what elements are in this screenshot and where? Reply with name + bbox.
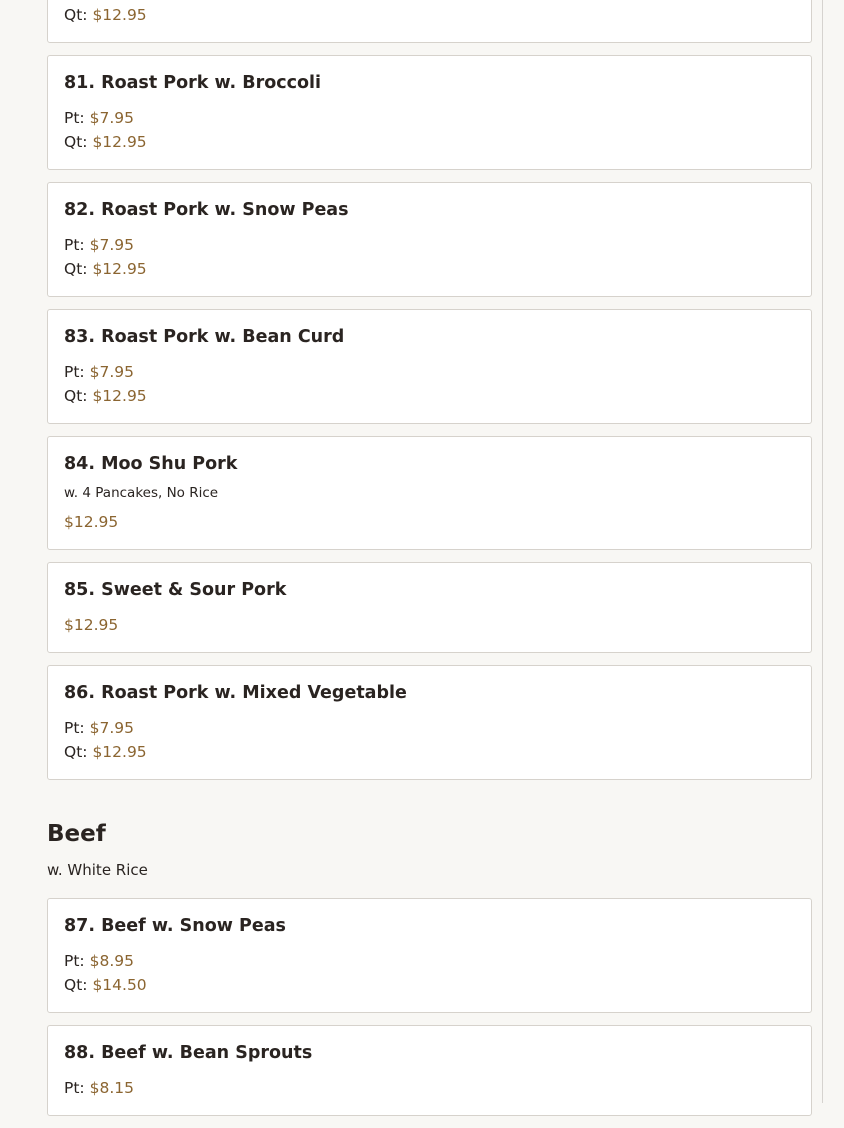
quart-label: Qt: (64, 976, 88, 994)
price-block (64, 106, 795, 154)
pint-price: $7.95 (89, 719, 134, 737)
page-edge-divider (822, 0, 823, 1103)
pint-price-line (64, 360, 795, 384)
menu-item-card[interactable] (47, 665, 812, 780)
price-line (64, 613, 795, 637)
quart-price: $14.50 (92, 976, 147, 994)
price-block (64, 1076, 795, 1100)
quart-price: $12.95 (92, 133, 147, 151)
pint-label: Pt: (64, 719, 85, 737)
menu-content (47, 0, 812, 1128)
quart-price: $12.95 (92, 260, 147, 278)
price-block (64, 360, 795, 408)
pint-label: Pt: (64, 1079, 85, 1097)
menu-item-card[interactable] (47, 436, 812, 550)
price-block (64, 716, 795, 764)
menu-item-title: 81. Roast Pork w. Broccoli (64, 73, 322, 93)
price-block (64, 0, 795, 27)
pint-price-line (64, 106, 795, 130)
pint-label: Pt: (64, 952, 85, 970)
quart-price-line (64, 740, 795, 764)
quart-price-line (64, 384, 795, 408)
price-block (64, 949, 795, 997)
quart-price-line (64, 3, 795, 27)
pint-price-line (64, 716, 795, 740)
menu-item-card[interactable] (47, 1025, 812, 1116)
price-block (64, 613, 795, 637)
pint-price-line (64, 1076, 795, 1100)
menu-item-title: 83. Roast Pork w. Bean Curd (64, 327, 345, 347)
quart-price: $12.95 (92, 6, 147, 24)
pint-price: $7.95 (89, 363, 134, 381)
menu-item-card[interactable] (47, 182, 812, 297)
price-value: $12.95 (64, 513, 119, 531)
menu-item-title: 84. Moo Shu Pork (64, 454, 238, 474)
section-subtitle: w. White Rice (47, 861, 148, 879)
quart-label: Qt: (64, 133, 88, 151)
pint-price: $7.95 (89, 236, 134, 254)
quart-price: $12.95 (92, 743, 147, 761)
price-block (64, 233, 795, 281)
pork-item-list (47, 0, 812, 780)
menu-item-title: 86. Roast Pork w. Mixed Vegetable (64, 683, 407, 703)
pint-price: $7.95 (89, 109, 134, 127)
pint-label: Pt: (64, 363, 85, 381)
pint-price-line (64, 233, 795, 257)
section-title: Beef (47, 821, 106, 847)
beef-section (47, 820, 812, 1116)
menu-item-title: 85. Sweet & Sour Pork (64, 580, 287, 600)
menu-item-title: 87. Beef w. Snow Peas (64, 916, 286, 936)
pint-price: $8.95 (89, 952, 134, 970)
quart-label: Qt: (64, 260, 88, 278)
price-value: $12.95 (64, 616, 119, 634)
quart-price-line (64, 973, 795, 997)
quart-label: Qt: (64, 743, 88, 761)
menu-item-card[interactable] (47, 0, 812, 43)
menu-item-description: w. 4 Pancakes, No Rice (64, 485, 219, 501)
quart-price: $12.95 (92, 387, 147, 405)
menu-item-card[interactable] (47, 898, 812, 1013)
quart-label: Qt: (64, 387, 88, 405)
quart-price-line (64, 257, 795, 281)
menu-item-card[interactable] (47, 55, 812, 170)
price-line (64, 510, 795, 534)
price-block (64, 510, 795, 534)
pint-price: $8.15 (89, 1079, 134, 1097)
quart-price-line (64, 130, 795, 154)
menu-item-card[interactable] (47, 309, 812, 424)
quart-label: Qt: (64, 6, 88, 24)
menu-item-title: 82. Roast Pork w. Snow Peas (64, 200, 349, 220)
pint-price-line (64, 949, 795, 973)
menu-item-card[interactable] (47, 562, 812, 653)
beef-item-list (47, 898, 812, 1116)
pint-label: Pt: (64, 236, 85, 254)
pint-label: Pt: (64, 109, 85, 127)
menu-item-title: 88. Beef w. Bean Sprouts (64, 1043, 313, 1063)
